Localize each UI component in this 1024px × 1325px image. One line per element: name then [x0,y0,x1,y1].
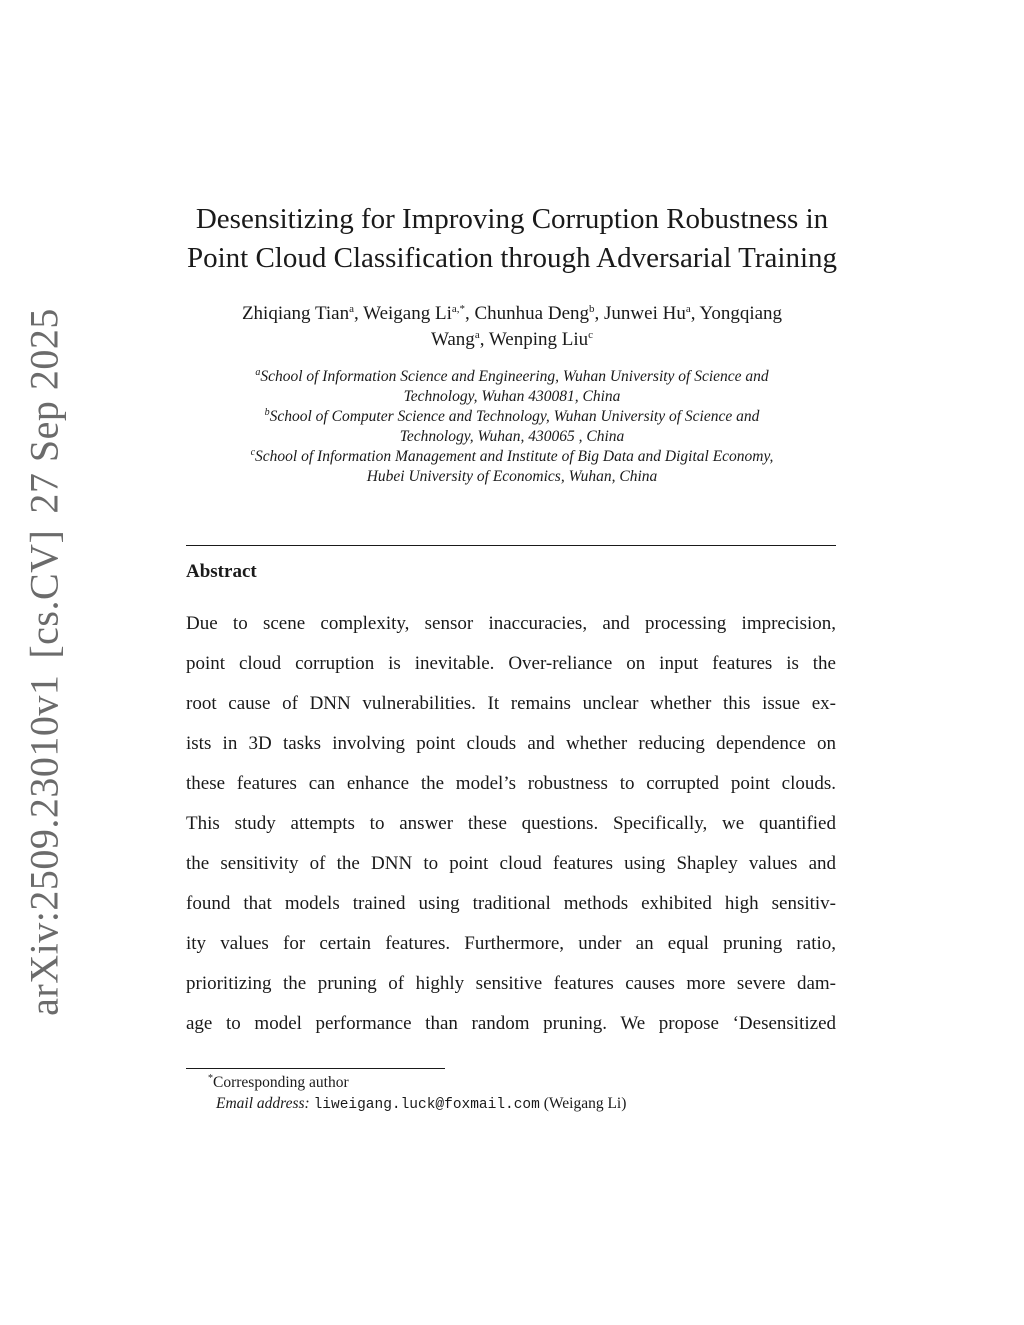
author-line-1: Zhiqiang Tian$^a$, Weigang $Li^{a,*}$, Chunhua Deng$^b$, Junwei Hu$^a$, Yongqiang [241,303,783,324]
email-note [208,1093,626,1116]
abstract-line: prioritizing the pruning of highly sensitive features causes more severe dam- [186,973,836,994]
title-line-2: Point Cloud Classification through Adversarial Training [186,242,838,274]
arxiv-date: 27 Sep 2025 [21,308,67,514]
paper-title [150,200,874,278]
email-owner: (Weigang Li) [543,1095,627,1112]
affiliation-a-line-2: Technology, Wuhan 430081, China [403,388,621,405]
abstract-top-rule [186,545,836,546]
author-name: Wenping Liu [488,329,589,350]
abstract-line: Due to scene complexity, sensor inaccuracies, and processing imprecision, [186,613,836,634]
arxiv-id[interactable]: arXiv:2509.23010v1 [21,674,67,1016]
affiliation-list [150,367,874,487]
abstract-line: ists in 3D tasks involving point clouds and whether reducing dependence on [186,733,836,754]
affiliation-b-line-2: Technology, Wuhan, 430065 , China [399,428,625,445]
abstract-line: these features can enhance the model’s robustness to corrupted point clouds. [186,773,836,794]
abstract-line: This study attempts to answer these questions. Specifically, we quantified [186,813,836,834]
affiliation-a-line-1: $^a$School of Information Science and Engineering, Wuhan University of Science and [255,367,769,385]
author-list [150,301,874,353]
abstract-line: point cloud corruption is inevitable. Over-reliance on input features is the [186,653,836,674]
email-label: Email address: [216,1095,310,1112]
author-name: Junwei Hu [604,303,686,324]
affiliation-c-line-2: Hubei University of Economics, Wuhan, China [366,468,658,485]
abstract-line: root cause of DNN vulnerabilities. It remains unclear whether this issue ex- [186,693,836,714]
author-affil-mark: c [588,329,594,341]
corresponding-author-note: *Corresponding author [208,1073,349,1091]
author-affil-mark: a [474,329,480,341]
title-line-1: Desensitizing for Improving Corruption Robustness in [195,203,829,235]
author-name: Chunhua Deng [474,303,590,324]
affiliation-b-line-1: $^b$School of Computer Science and Technology, Wuhan University of Science and [264,407,760,425]
email-link[interactable]: liweigang.luck@foxmail.com [313,1097,540,1113]
abstract-line: age to model performance than random pruning. We propose ‘Desensitized [186,1013,836,1034]
abstract-line: found that models trained using traditional methods exhibited high sensitiv- [186,893,836,914]
arxiv-stamp [21,308,68,1016]
footnotes [208,1072,626,1116]
abstract-heading: Abstract [186,561,257,582]
author-name: Zhiqiang Tian [241,303,350,324]
author-name: Weigang Li [363,303,452,324]
abstract-body [186,607,836,1047]
author-affil-mark: b [589,303,595,315]
author-affil-mark: a,* [451,303,465,315]
author-affil-mark: a [349,303,354,315]
footnote-rule [186,1068,445,1069]
author-name-part: Wang [430,329,475,350]
affiliation-c-line-1: $^c$School of Information Management and Institute of Big Data and Digital Economy, [250,447,774,465]
abstract-line: ity values for certain features. Furthermore, under an equal pruning ratio, [186,933,836,954]
author-name-part: Yongqiang [699,303,783,324]
abstract-line: the sensitivity of the DNN to point cloud features using Shapley values and [186,853,836,874]
author-affil-mark: a [685,303,691,315]
arxiv-category: [cs.CV] [21,529,67,659]
author-line-2: Wang$^a$, Wenping Liu$^c$ [430,329,594,350]
